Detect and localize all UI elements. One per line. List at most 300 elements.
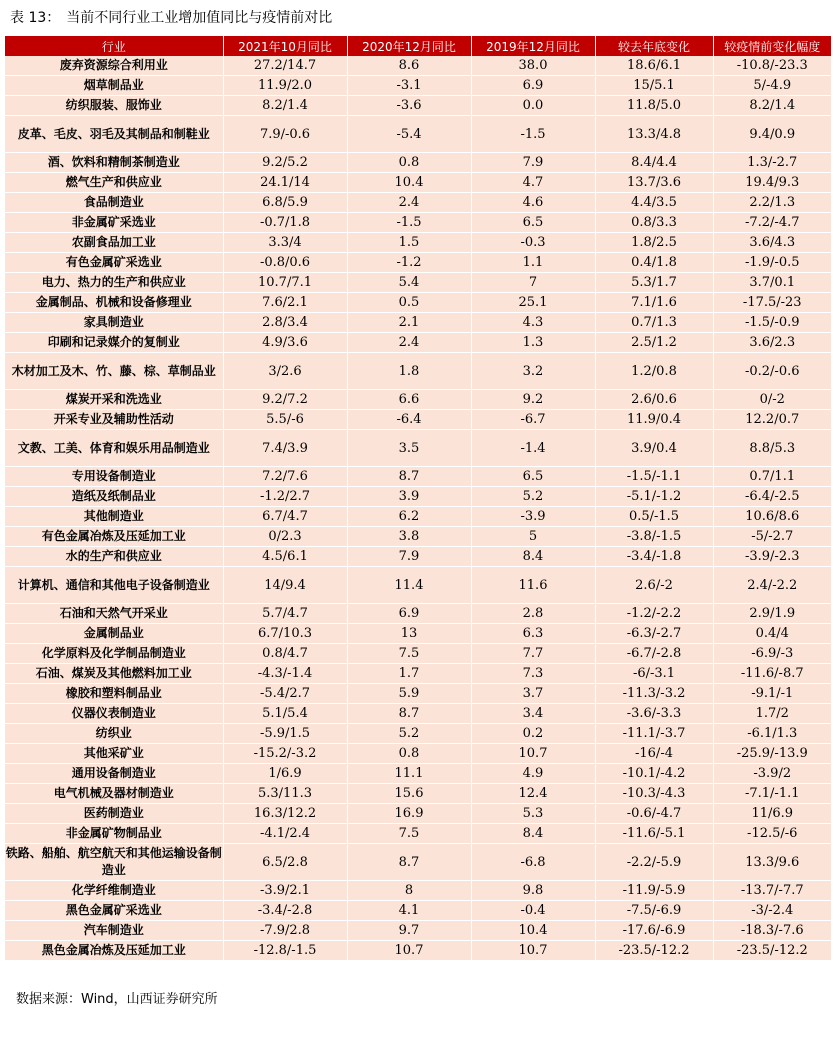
header-2019-12: 2019年12月同比 xyxy=(471,36,595,56)
industry-name-cell: 专用设备制造业 xyxy=(5,467,223,487)
table-row xyxy=(5,293,831,313)
value-cell: -3.9/2 xyxy=(713,764,831,784)
value-cell: -3.9/2.1 xyxy=(223,881,347,901)
value-cell: 2.6/-2 xyxy=(595,567,713,604)
table-row xyxy=(5,547,831,567)
value-cell: -5.1/-1.2 xyxy=(595,487,713,507)
value-cell: 2.1 xyxy=(347,313,471,333)
value-cell: 8.8/5.3 xyxy=(713,430,831,467)
table-row xyxy=(5,116,831,153)
value-cell: -6.4 xyxy=(347,410,471,430)
table-row xyxy=(5,527,831,547)
industry-name-cell: 石油和天然气开采业 xyxy=(5,604,223,624)
value-cell: 9.2/5.2 xyxy=(223,153,347,173)
value-cell: 12.4 xyxy=(471,784,595,804)
value-cell: -6.8 xyxy=(471,844,595,881)
value-cell: 5.2 xyxy=(471,487,595,507)
table-row xyxy=(5,624,831,644)
value-cell: 15/5.1 xyxy=(595,76,713,96)
value-cell: 1.2/0.8 xyxy=(595,353,713,390)
value-cell: 3.7 xyxy=(471,684,595,704)
industry-name-cell: 食品制造业 xyxy=(5,193,223,213)
value-cell: -23.5/-12.2 xyxy=(595,941,713,961)
value-cell: -4.1/2.4 xyxy=(223,824,347,844)
value-cell: 11.9/2.0 xyxy=(223,76,347,96)
value-cell: 5.2 xyxy=(347,724,471,744)
value-cell: 12.2/0.7 xyxy=(713,410,831,430)
table-row xyxy=(5,881,831,901)
value-cell: 19.4/9.3 xyxy=(713,173,831,193)
value-cell: 0.8 xyxy=(347,744,471,764)
value-cell: -1.2/2.7 xyxy=(223,487,347,507)
value-cell: 2.8/3.4 xyxy=(223,313,347,333)
value-cell: 6.5 xyxy=(471,467,595,487)
value-cell: 7.6/2.1 xyxy=(223,293,347,313)
value-cell: 4.1 xyxy=(347,901,471,921)
table-row xyxy=(5,684,831,704)
value-cell: 7.1/1.6 xyxy=(595,293,713,313)
value-cell: 5.1/5.4 xyxy=(223,704,347,724)
value-cell: -17.6/-6.9 xyxy=(595,921,713,941)
value-cell: -0.3 xyxy=(471,233,595,253)
value-cell: 9.2 xyxy=(471,390,595,410)
value-cell: 38.0 xyxy=(471,56,595,76)
value-cell: 5.3 xyxy=(471,804,595,824)
value-cell: -15.2/-3.2 xyxy=(223,744,347,764)
industry-name-cell: 燃气生产和供应业 xyxy=(5,173,223,193)
industry-name-cell: 化学原料及化学制品制造业 xyxy=(5,644,223,664)
industry-name-cell: 通用设备制造业 xyxy=(5,764,223,784)
value-cell: -1.5 xyxy=(471,116,595,153)
value-cell: 2.5/1.2 xyxy=(595,333,713,353)
table-title-text: 当前不同行业工业增加值同比与疫情前对比 xyxy=(66,10,333,26)
value-cell: 6.6 xyxy=(347,390,471,410)
value-cell: 7.9 xyxy=(347,547,471,567)
value-cell: -23.5/-12.2 xyxy=(713,941,831,961)
table-row xyxy=(5,941,831,961)
value-cell: 6.9 xyxy=(347,604,471,624)
value-cell: -0.7/1.8 xyxy=(223,213,347,233)
value-cell: 8.6 xyxy=(347,56,471,76)
value-cell: -11.6/-5.1 xyxy=(595,824,713,844)
value-cell: -7.5/-6.9 xyxy=(595,901,713,921)
industry-name-cell: 非金属矿物制品业 xyxy=(5,824,223,844)
table-body xyxy=(5,56,831,961)
value-cell: 3.9/0.4 xyxy=(595,430,713,467)
table-row xyxy=(5,96,831,116)
value-cell: 4.7 xyxy=(471,173,595,193)
value-cell: 10.7 xyxy=(471,744,595,764)
value-cell: -11.3/-3.2 xyxy=(595,684,713,704)
value-cell: -9.1/-1 xyxy=(713,684,831,704)
value-cell: -6.4/-2.5 xyxy=(713,487,831,507)
table-row xyxy=(5,664,831,684)
industry-name-cell: 电力、热力的生产和供应业 xyxy=(5,273,223,293)
industry-name-cell: 化学纤维制造业 xyxy=(5,881,223,901)
industry-name-cell: 电气机械及器材制造业 xyxy=(5,784,223,804)
value-cell: 4.3 xyxy=(471,313,595,333)
value-cell: 0.5 xyxy=(347,293,471,313)
industry-name-cell: 其他制造业 xyxy=(5,507,223,527)
industry-name-cell: 家具制造业 xyxy=(5,313,223,333)
table-number: 表 13： xyxy=(10,10,61,26)
value-cell: 0.0 xyxy=(471,96,595,116)
header-vs-pre-pandemic: 较疫情前变化幅度 xyxy=(713,36,831,56)
value-cell: -1.5 xyxy=(347,213,471,233)
industry-name-cell: 农副食品加工业 xyxy=(5,233,223,253)
value-cell: 0/-2 xyxy=(713,390,831,410)
value-cell: 7.7 xyxy=(471,644,595,664)
industry-name-cell: 金属制品业 xyxy=(5,624,223,644)
value-cell: 4.9 xyxy=(471,764,595,784)
value-cell: 11/6.9 xyxy=(713,804,831,824)
value-cell: 8.4 xyxy=(471,547,595,567)
value-cell: -16/-4 xyxy=(595,744,713,764)
value-cell: 1.8 xyxy=(347,353,471,390)
value-cell: -5/-2.7 xyxy=(713,527,831,547)
value-cell: 4.6 xyxy=(471,193,595,213)
value-cell: -5.4 xyxy=(347,116,471,153)
value-cell: 4.5/6.1 xyxy=(223,547,347,567)
value-cell: 5.3/1.7 xyxy=(595,273,713,293)
value-cell: 18.6/6.1 xyxy=(595,56,713,76)
value-cell: 11.1 xyxy=(347,764,471,784)
value-cell: -5.4/2.7 xyxy=(223,684,347,704)
data-table xyxy=(5,36,831,961)
value-cell: 3.6/2.3 xyxy=(713,333,831,353)
value-cell: 13.3/4.8 xyxy=(595,116,713,153)
value-cell: 2.4 xyxy=(347,193,471,213)
value-cell: -3.1 xyxy=(347,76,471,96)
value-cell: -11.9/-5.9 xyxy=(595,881,713,901)
value-cell: 5.7/4.7 xyxy=(223,604,347,624)
value-cell: 0.4/4 xyxy=(713,624,831,644)
industry-name-cell: 文教、工美、体育和娱乐用品制造业 xyxy=(5,430,223,467)
value-cell: 7.9/-0.6 xyxy=(223,116,347,153)
value-cell: -13.7/-7.7 xyxy=(713,881,831,901)
value-cell: -4.3/-1.4 xyxy=(223,664,347,684)
value-cell: 1.3 xyxy=(471,333,595,353)
value-cell: 0.8/3.3 xyxy=(595,213,713,233)
table-row xyxy=(5,253,831,273)
source-note: 数据来源：Wind，山西证券研究所 xyxy=(16,992,218,1007)
value-cell: 6.8/5.9 xyxy=(223,193,347,213)
table-row xyxy=(5,804,831,824)
value-cell: 1.7/2 xyxy=(713,704,831,724)
value-cell: 2.6/0.6 xyxy=(595,390,713,410)
value-cell: 1/6.9 xyxy=(223,764,347,784)
value-cell: 8.7 xyxy=(347,467,471,487)
value-cell: 3.5 xyxy=(347,430,471,467)
table-row xyxy=(5,430,831,467)
value-cell: 8.4/4.4 xyxy=(595,153,713,173)
value-cell: 0.4/1.8 xyxy=(595,253,713,273)
value-cell: -17.5/-23 xyxy=(713,293,831,313)
value-cell: -5.9/1.5 xyxy=(223,724,347,744)
value-cell: 25.1 xyxy=(471,293,595,313)
value-cell: 7 xyxy=(471,273,595,293)
value-cell: 10.7/7.1 xyxy=(223,273,347,293)
value-cell: -1.4 xyxy=(471,430,595,467)
value-cell: -6.7/-2.8 xyxy=(595,644,713,664)
table-row xyxy=(5,56,831,76)
value-cell: 4.9/3.6 xyxy=(223,333,347,353)
industry-name-cell: 有色金属矿采选业 xyxy=(5,253,223,273)
industry-name-cell: 橡胶和塑料制品业 xyxy=(5,684,223,704)
value-cell: -10.3/-4.3 xyxy=(595,784,713,804)
value-cell: 6.9 xyxy=(471,76,595,96)
value-cell: -10.1/-4.2 xyxy=(595,764,713,784)
value-cell: 1.5 xyxy=(347,233,471,253)
value-cell: 9.4/0.9 xyxy=(713,116,831,153)
value-cell: 0.7/1.3 xyxy=(595,313,713,333)
value-cell: 13.3/9.6 xyxy=(713,844,831,881)
value-cell: 6.5/2.8 xyxy=(223,844,347,881)
industry-name-cell: 金属制品、机械和设备修理业 xyxy=(5,293,223,313)
industry-name-cell: 木材加工及木、竹、藤、棕、草制品业 xyxy=(5,353,223,390)
value-cell: -11.1/-3.7 xyxy=(595,724,713,744)
value-cell: -25.9/-13.9 xyxy=(713,744,831,764)
value-cell: 9.7 xyxy=(347,921,471,941)
industry-name-cell: 纺织业 xyxy=(5,724,223,744)
value-cell: -0.8/0.6 xyxy=(223,253,347,273)
value-cell: 0.5/-1.5 xyxy=(595,507,713,527)
header-2021-10: 2021年10月同比 xyxy=(223,36,347,56)
value-cell: -3.6 xyxy=(347,96,471,116)
table-row xyxy=(5,410,831,430)
value-cell: -6.9/-3 xyxy=(713,644,831,664)
value-cell: -7.2/-4.7 xyxy=(713,213,831,233)
value-cell: 3.2 xyxy=(471,353,595,390)
table-row xyxy=(5,901,831,921)
value-cell: 10.7 xyxy=(471,941,595,961)
value-cell: 7.5 xyxy=(347,824,471,844)
table-row xyxy=(5,313,831,333)
value-cell: 1.8/2.5 xyxy=(595,233,713,253)
value-cell: 16.3/12.2 xyxy=(223,804,347,824)
value-cell: 11.6 xyxy=(471,567,595,604)
value-cell: -3.9 xyxy=(471,507,595,527)
value-cell: -1.5/-1.1 xyxy=(595,467,713,487)
value-cell: -6.7 xyxy=(471,410,595,430)
industry-name-cell: 煤炭开采和洗选业 xyxy=(5,390,223,410)
industry-name-cell: 非金属矿采选业 xyxy=(5,213,223,233)
value-cell: -6/-3.1 xyxy=(595,664,713,684)
value-cell: -1.5/-0.9 xyxy=(713,313,831,333)
value-cell: 13 xyxy=(347,624,471,644)
table-title xyxy=(10,8,332,28)
table-row xyxy=(5,567,831,604)
value-cell: 3.8 xyxy=(347,527,471,547)
value-cell: 8.7 xyxy=(347,704,471,724)
value-cell: 7.4/3.9 xyxy=(223,430,347,467)
industry-name-cell: 铁路、船舶、航空航天和其他运输设备制造业 xyxy=(5,844,223,881)
table-row xyxy=(5,824,831,844)
value-cell: 2.2/1.3 xyxy=(713,193,831,213)
value-cell: 10.6/8.6 xyxy=(713,507,831,527)
table-row xyxy=(5,76,831,96)
header-vs-last-year-end: 较去年底变化 xyxy=(595,36,713,56)
value-cell: 15.6 xyxy=(347,784,471,804)
value-cell: 11.4 xyxy=(347,567,471,604)
table-row xyxy=(5,744,831,764)
value-cell: 2.9/1.9 xyxy=(713,604,831,624)
value-cell: 7.2/7.6 xyxy=(223,467,347,487)
value-cell: -3.8/-1.5 xyxy=(595,527,713,547)
header-row xyxy=(5,36,831,56)
value-cell: 6.5 xyxy=(471,213,595,233)
industry-name-cell: 黑色金属矿采选业 xyxy=(5,901,223,921)
value-cell: 7.3 xyxy=(471,664,595,684)
table-row xyxy=(5,353,831,390)
industry-name-cell: 汽车制造业 xyxy=(5,921,223,941)
value-cell: 3/2.6 xyxy=(223,353,347,390)
table-row xyxy=(5,193,831,213)
value-cell: 14/9.4 xyxy=(223,567,347,604)
value-cell: 5/-4.9 xyxy=(713,76,831,96)
value-cell: 5.3/11.3 xyxy=(223,784,347,804)
table-row xyxy=(5,844,831,881)
table-row xyxy=(5,644,831,664)
industry-name-cell: 有色金属冶炼及压延加工业 xyxy=(5,527,223,547)
value-cell: -3/-2.4 xyxy=(713,901,831,921)
table-row xyxy=(5,333,831,353)
table-row xyxy=(5,487,831,507)
industry-name-cell: 造纸及纸制品业 xyxy=(5,487,223,507)
value-cell: -6.1/1.3 xyxy=(713,724,831,744)
value-cell: 3.9 xyxy=(347,487,471,507)
value-cell: 16.9 xyxy=(347,804,471,824)
value-cell: 2.8 xyxy=(471,604,595,624)
value-cell: 3.4 xyxy=(471,704,595,724)
value-cell: 1.1 xyxy=(471,253,595,273)
value-cell: 13.7/3.6 xyxy=(595,173,713,193)
value-cell: 3.3/4 xyxy=(223,233,347,253)
value-cell: -0.6/-4.7 xyxy=(595,804,713,824)
value-cell: -10.8/-23.3 xyxy=(713,56,831,76)
value-cell: -3.4/-1.8 xyxy=(595,547,713,567)
value-cell: 2.4/-2.2 xyxy=(713,567,831,604)
value-cell: 3.6/4.3 xyxy=(713,233,831,253)
table-row xyxy=(5,704,831,724)
value-cell: 10.7 xyxy=(347,941,471,961)
value-cell: 5.9 xyxy=(347,684,471,704)
value-cell: -3.6/-3.3 xyxy=(595,704,713,724)
value-cell: -3.4/-2.8 xyxy=(223,901,347,921)
industry-name-cell: 其他采矿业 xyxy=(5,744,223,764)
industry-name-cell: 仪器仪表制造业 xyxy=(5,704,223,724)
value-cell: 1.3/-2.7 xyxy=(713,153,831,173)
value-cell: 6.7/10.3 xyxy=(223,624,347,644)
value-cell: 10.4 xyxy=(347,173,471,193)
table-row xyxy=(5,604,831,624)
table-row xyxy=(5,921,831,941)
value-cell: -6.3/-2.7 xyxy=(595,624,713,644)
table-row xyxy=(5,784,831,804)
table-row xyxy=(5,153,831,173)
table-row xyxy=(5,213,831,233)
value-cell: 6.2 xyxy=(347,507,471,527)
value-cell: -0.4 xyxy=(471,901,595,921)
header-2020-12: 2020年12月同比 xyxy=(347,36,471,56)
value-cell: -12.8/-1.5 xyxy=(223,941,347,961)
value-cell: -1.2/-2.2 xyxy=(595,604,713,624)
industry-name-cell: 石油、煤炭及其他燃料加工业 xyxy=(5,664,223,684)
table-row xyxy=(5,507,831,527)
value-cell: 0.8 xyxy=(347,153,471,173)
value-cell: 5.4 xyxy=(347,273,471,293)
industry-name-cell: 酒、饮料和精制茶制造业 xyxy=(5,153,223,173)
value-cell: 2.4 xyxy=(347,333,471,353)
industry-name-cell: 皮革、毛皮、羽毛及其制品和制鞋业 xyxy=(5,116,223,153)
value-cell: 8.7 xyxy=(347,844,471,881)
value-cell: 5 xyxy=(471,527,595,547)
value-cell: -7.1/-1.1 xyxy=(713,784,831,804)
table-row xyxy=(5,724,831,744)
value-cell: 0/2.3 xyxy=(223,527,347,547)
industry-name-cell: 纺织服装、服饰业 xyxy=(5,96,223,116)
value-cell: 6.7/4.7 xyxy=(223,507,347,527)
industry-name-cell: 烟草制品业 xyxy=(5,76,223,96)
value-cell: 3.7/0.1 xyxy=(713,273,831,293)
value-cell: 8.4 xyxy=(471,824,595,844)
value-cell: -1.2 xyxy=(347,253,471,273)
value-cell: 5.5/-6 xyxy=(223,410,347,430)
header-industry: 行业 xyxy=(5,36,223,56)
table-row xyxy=(5,273,831,293)
value-cell: 8 xyxy=(347,881,471,901)
value-cell: 4.4/3.5 xyxy=(595,193,713,213)
value-cell: 11.8/5.0 xyxy=(595,96,713,116)
value-cell: -12.5/-6 xyxy=(713,824,831,844)
industry-name-cell: 水的生产和供应业 xyxy=(5,547,223,567)
value-cell: 0.8/4.7 xyxy=(223,644,347,664)
value-cell: 7.9 xyxy=(471,153,595,173)
value-cell: -0.2/-0.6 xyxy=(713,353,831,390)
value-cell: -11.6/-8.7 xyxy=(713,664,831,684)
industry-name-cell: 计算机、通信和其他电子设备制造业 xyxy=(5,567,223,604)
value-cell: 10.4 xyxy=(471,921,595,941)
value-cell: 8.2/1.4 xyxy=(713,96,831,116)
industry-name-cell: 医药制造业 xyxy=(5,804,223,824)
industry-name-cell: 印刷和记录媒介的复制业 xyxy=(5,333,223,353)
table-row xyxy=(5,467,831,487)
value-cell: -18.3/-7.6 xyxy=(713,921,831,941)
value-cell: -3.9/-2.3 xyxy=(713,547,831,567)
value-cell: 0.7/1.1 xyxy=(713,467,831,487)
value-cell: 6.3 xyxy=(471,624,595,644)
value-cell: 11.9/0.4 xyxy=(595,410,713,430)
industry-name-cell: 开采专业及辅助性活动 xyxy=(5,410,223,430)
value-cell: -7.9/2.8 xyxy=(223,921,347,941)
value-cell: 0.2 xyxy=(471,724,595,744)
value-cell: -1.9/-0.5 xyxy=(713,253,831,273)
value-cell: 24.1/14 xyxy=(223,173,347,193)
table-row xyxy=(5,764,831,784)
value-cell: 27.2/14.7 xyxy=(223,56,347,76)
table-row xyxy=(5,173,831,193)
value-cell: -2.2/-5.9 xyxy=(595,844,713,881)
table-row xyxy=(5,233,831,253)
value-cell: 8.2/1.4 xyxy=(223,96,347,116)
table-row xyxy=(5,390,831,410)
industry-name-cell: 废弃资源综合利用业 xyxy=(5,56,223,76)
value-cell: 1.7 xyxy=(347,664,471,684)
industry-name-cell: 黑色金属冶炼及压延加工业 xyxy=(5,941,223,961)
value-cell: 9.2/7.2 xyxy=(223,390,347,410)
value-cell: 7.5 xyxy=(347,644,471,664)
value-cell: 9.8 xyxy=(471,881,595,901)
